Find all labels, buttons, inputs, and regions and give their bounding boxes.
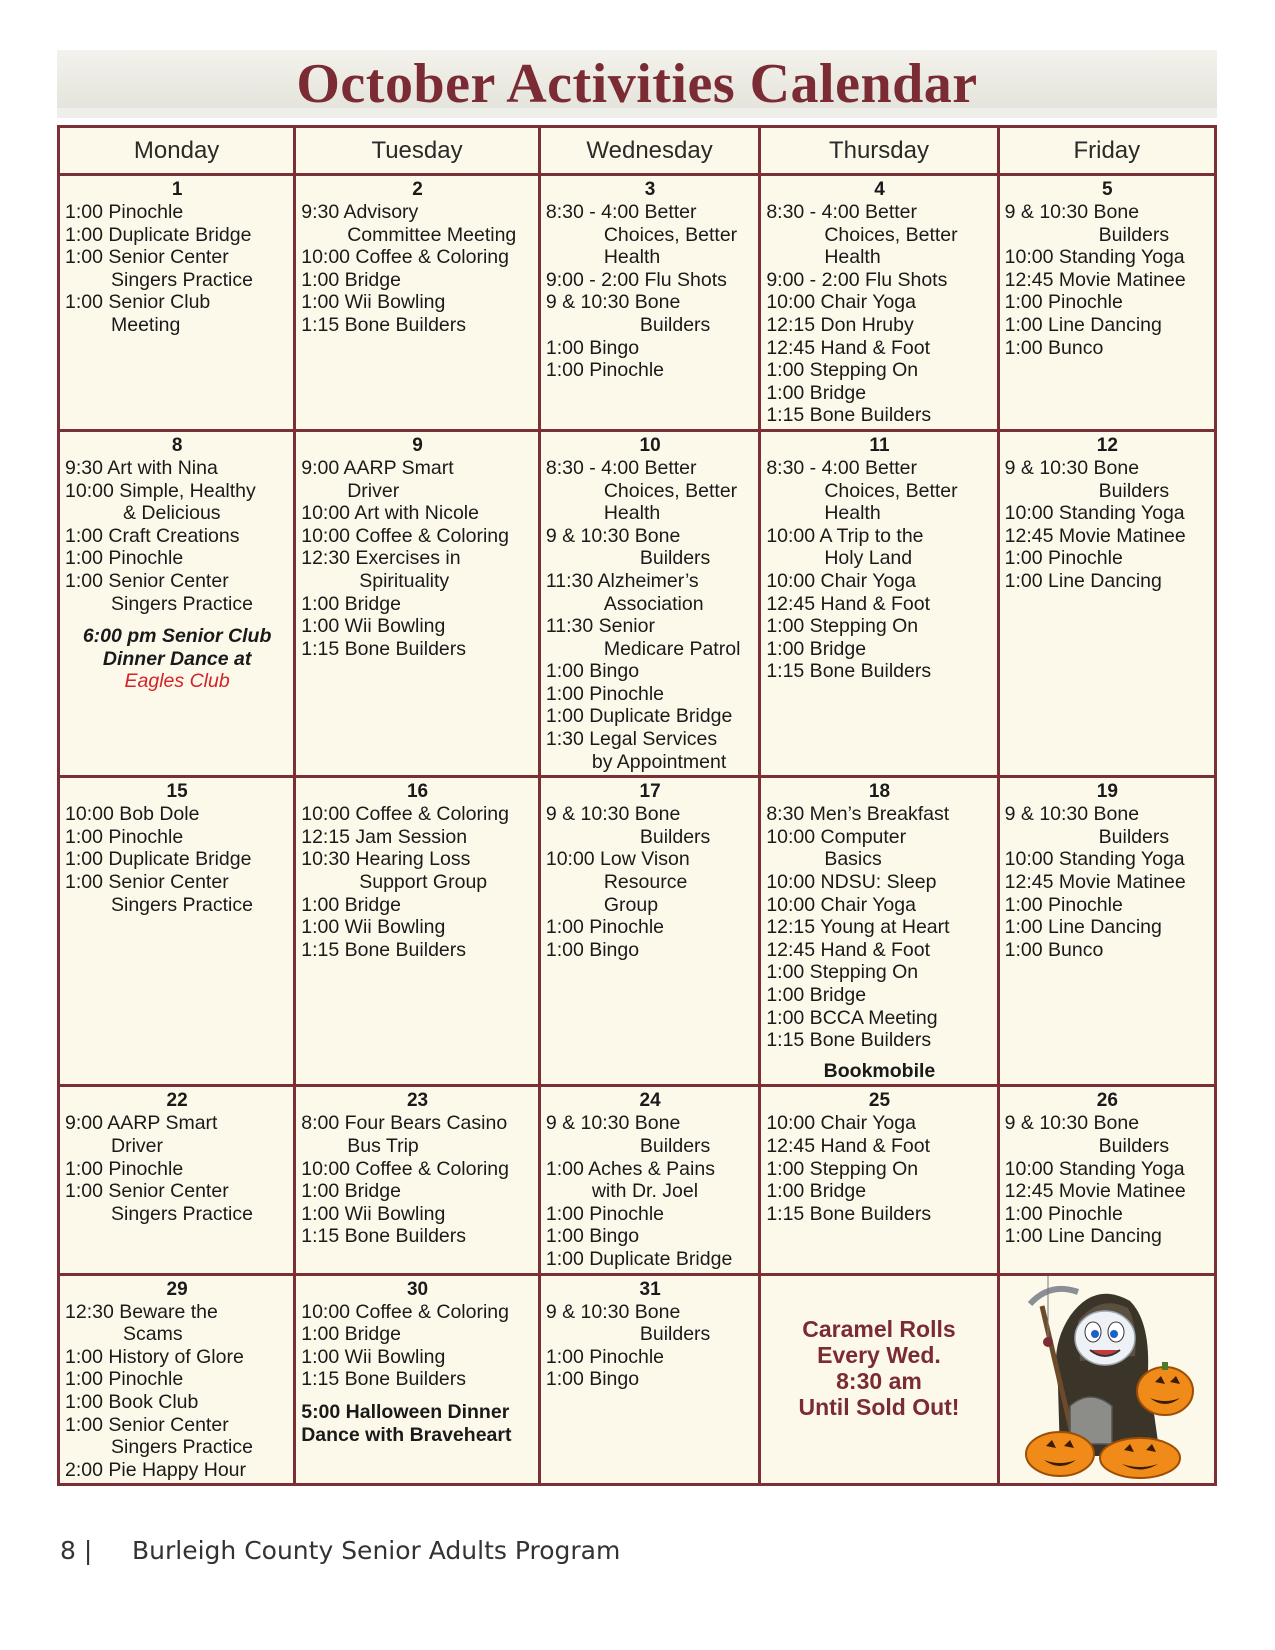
- day-number: 10: [639, 434, 661, 456]
- day-cell-content: [541, 1276, 758, 1393]
- activity-line: 10:30 Hearing Loss: [301, 848, 471, 871]
- caramel-rolls-cell: [760, 1274, 998, 1485]
- activity-line: 1:00 Craft Creations: [65, 524, 240, 547]
- page-title: October Activities Calendar: [296, 53, 978, 115]
- activity-line: 10:00 Standing Yoga: [1004, 502, 1185, 525]
- day-number: 31: [639, 1278, 661, 1300]
- day-cell: [998, 777, 1215, 1086]
- activity-line: with Dr. Joel: [591, 1180, 699, 1203]
- activity-line: 12:15 Jam Session: [301, 825, 468, 848]
- day-cell-content: [761, 176, 996, 429]
- day-cell: [760, 175, 998, 431]
- activity-line: Spirituality: [359, 569, 450, 592]
- activity-line: Builders: [639, 1134, 711, 1157]
- activity-line: 1:00 Duplicate Bridge: [545, 705, 733, 728]
- activity-line: 9:30 Advisory: [301, 201, 419, 223]
- activity-line: Health: [603, 246, 661, 269]
- day-cell-content: [761, 1087, 996, 1227]
- page-number: 8 |: [60, 1536, 93, 1565]
- halloween-event-line: Dance with Braveheart: [301, 1423, 512, 1446]
- day-cell-content: [761, 778, 996, 1084]
- activity-line: 1:00 Bridge: [301, 893, 401, 916]
- activity-line: 1:00 Wii Bowling: [301, 916, 446, 939]
- activity-line: 9:00 AARP Smart: [301, 456, 454, 479]
- day-cell-content: [296, 432, 538, 662]
- day-number: 8: [171, 434, 183, 456]
- ghost-reaper-pumpkins-icon: [1000, 1276, 1200, 1479]
- activity-line: Choices, Better: [603, 479, 738, 502]
- activity-line: 1:00 Aches & Pains: [545, 1157, 715, 1180]
- day-number: 2: [412, 179, 423, 200]
- activity-line: Resource: [603, 871, 688, 894]
- activity-line: 1:00 Wii Bowling: [301, 291, 446, 314]
- activity-line: 1:15 Bone Builders: [301, 938, 466, 961]
- activity-line: 1:00 Pinochle: [65, 1368, 184, 1391]
- activity-line: 1:00 Pinochle: [1004, 547, 1123, 570]
- activity-line: Builders: [1098, 1134, 1170, 1157]
- activity-line: Bus Trip: [347, 1134, 419, 1157]
- activity-line: 1:15 Bone Builders: [766, 1202, 932, 1225]
- day-number: 29: [166, 1278, 188, 1300]
- activity-line: 1:00 Line Dancing: [1004, 1225, 1162, 1248]
- activity-line: 12:45 Movie Matinee: [1004, 1180, 1186, 1203]
- activity-line: 1:00 Duplicate Bridge: [545, 1247, 733, 1270]
- activity-line: 2:00 Pie Happy Hour: [65, 1458, 247, 1481]
- activity-line: 10:00 Simple, Healthy: [65, 479, 256, 502]
- activity-line: 1:00 Line Dancing: [1004, 916, 1162, 939]
- activity-line: 1:00 Wii Bowling: [301, 1345, 446, 1368]
- caramel-rolls-notice: [761, 1276, 996, 1420]
- weekday-header: Tuesday: [295, 127, 540, 175]
- activity-line: 1:00 Duplicate Bridge: [65, 223, 252, 246]
- caramel-rolls-line: 8:30 am: [836, 1367, 922, 1394]
- activity-line: 12:45 Hand & Foot: [766, 592, 931, 615]
- activity-line: Builders: [639, 825, 711, 848]
- activity-line: 1:00 Pinochle: [545, 916, 665, 939]
- activity-line: Meeting: [111, 313, 181, 336]
- activity-line: Builders: [639, 313, 711, 336]
- special-event-line: Dinner Dance at: [102, 647, 252, 670]
- activity-line: 9:30 Art with Nina: [65, 456, 218, 479]
- day-number: 19: [1096, 781, 1118, 803]
- activity-line: 1:00 Bunco: [1004, 938, 1104, 961]
- activity-line: 10:00 Computer: [766, 825, 907, 848]
- caramel-rolls-line: Caramel Rolls: [802, 1315, 956, 1342]
- activity-line: 10:00 Chair Yoga: [766, 291, 916, 314]
- activity-line: 1:00 Stepping On: [766, 615, 919, 638]
- calendar-week-row: [59, 175, 1216, 431]
- day-cell: [59, 1086, 295, 1274]
- activity-line: 9 & 10:30 Bone: [545, 1112, 681, 1135]
- activity-line: 10:00 Coffee & Coloring: [301, 803, 509, 826]
- day-cell: [998, 175, 1215, 431]
- activity-line: 1:15 Bone Builders: [766, 404, 932, 427]
- day-cell-content: [761, 432, 996, 685]
- day-cell-content: [296, 1276, 538, 1449]
- activity-line: 10:00 Coffee & Coloring: [301, 1300, 509, 1323]
- special-event-line: 6:00 pm Senior Club: [82, 625, 272, 648]
- day-cell: [295, 430, 540, 776]
- activity-line: 10:00 Coffee & Coloring: [301, 1157, 509, 1180]
- activity-line: 1:00 Bunco: [1004, 336, 1104, 359]
- activity-line: 1:00 Stepping On: [766, 961, 919, 984]
- activity-line: 1:00 Senior Center: [65, 246, 229, 269]
- activity-line: 1:00 Duplicate Bridge: [65, 848, 252, 871]
- activity-line: 1:00 Pinochle: [1004, 291, 1123, 314]
- day-number: 16: [406, 781, 429, 803]
- activity-line: 10:00 Bob Dole: [65, 803, 200, 826]
- activity-line: 1:00 Bridge: [301, 268, 401, 291]
- activity-line: 1:00 History of Glore: [65, 1345, 244, 1368]
- activity-line: 12:45 Movie Matinee: [1004, 871, 1186, 894]
- activity-line: 11:30 Alzheimer’s: [545, 569, 699, 592]
- activity-line: Builders: [639, 547, 711, 570]
- activity-line: 10:00 Standing Yoga: [1004, 1157, 1185, 1180]
- day-cell-content: [541, 778, 758, 963]
- activity-line: 1:15 Bone Builders: [301, 1368, 466, 1391]
- day-number: 30: [406, 1278, 429, 1300]
- day-cell: [539, 1086, 759, 1274]
- activity-line: Health: [824, 246, 881, 269]
- activity-line: 1:15 Bone Builders: [301, 637, 466, 660]
- day-cell: [539, 777, 759, 1086]
- weekday-header: Friday: [998, 127, 1215, 175]
- day-cell: [760, 430, 998, 776]
- activity-line: 1:00 Bingo: [545, 938, 640, 961]
- activity-line: 12:45 Hand & Foot: [766, 1134, 931, 1157]
- activity-line: 10:00 Chair Yoga: [766, 893, 916, 916]
- activity-line: 12:30 Exercises in: [301, 547, 461, 570]
- halloween-event: [301, 1401, 534, 1446]
- activity-line: 10:00 Standing Yoga: [1004, 848, 1185, 871]
- day-cell: [539, 1274, 759, 1485]
- bookmobile-label: Bookmobile: [823, 1059, 936, 1082]
- activity-line: 9 & 10:30 Bone: [545, 803, 681, 826]
- weekday-header: Monday: [59, 127, 295, 175]
- activity-line: 1:00 Line Dancing: [1004, 569, 1162, 592]
- activity-line: 9:00 - 2:00 Flu Shots: [545, 268, 727, 291]
- calendar-table: [57, 125, 1217, 1486]
- activity-line: 1:15 Bone Builders: [766, 1029, 932, 1052]
- activity-line: Singers Practice: [111, 1202, 253, 1225]
- activity-line: 9 & 10:30 Bone: [1004, 456, 1140, 479]
- calendar-week-row: [59, 1086, 1216, 1274]
- caramel-rolls-line: Every Wed.: [817, 1341, 941, 1368]
- activity-line: Driver: [347, 479, 400, 502]
- day-number: 22: [166, 1090, 188, 1112]
- activity-line: 1:00 Senior Center: [65, 1413, 229, 1436]
- activity-line: 1:00 Bingo: [545, 1368, 640, 1391]
- day-number: 1: [171, 179, 183, 200]
- activity-line: 8:30 - 4:00 Better: [545, 201, 697, 223]
- page-footer: [60, 1536, 620, 1565]
- activity-line: 8:00 Four Bears Casino: [301, 1112, 508, 1135]
- activity-line: 1:00 Bridge: [301, 1180, 401, 1203]
- activity-line: 12:45 Hand & Foot: [766, 938, 931, 961]
- activity-line: Builders: [639, 1323, 711, 1346]
- activity-line: 9 & 10:30 Bone: [1004, 201, 1140, 223]
- activity-line: 1:00 Pinochle: [65, 1157, 184, 1180]
- day-cell-content: [60, 1276, 293, 1484]
- activity-line: 10:00 Chair Yoga: [766, 569, 916, 592]
- activity-line: 9:00 AARP Smart: [65, 1112, 218, 1135]
- activity-line: 1:00 Pinochle: [65, 825, 184, 848]
- day-cell: [539, 430, 759, 776]
- activity-line: 12:30 Beware the: [65, 1300, 218, 1323]
- activity-line: 1:00 Bingo: [545, 660, 640, 683]
- activity-line: 10:00 Chair Yoga: [766, 1112, 916, 1135]
- weekday-header: Thursday: [760, 127, 998, 175]
- activity-line: 1:00 Stepping On: [766, 1157, 919, 1180]
- day-cell-content: [60, 432, 293, 695]
- activity-line: 11:30 Senior: [545, 615, 655, 638]
- activity-line: 1:15 Bone Builders: [766, 660, 932, 683]
- day-cell: [59, 175, 295, 431]
- day-number: 26: [1096, 1090, 1118, 1112]
- halloween-event-line: 5:00 Halloween Dinner: [301, 1400, 510, 1423]
- activity-line: 1:00 Bingo: [545, 336, 640, 359]
- activity-line: Committee Meeting: [347, 223, 517, 246]
- day-number: 12: [1096, 434, 1118, 456]
- halloween-art-cell: [998, 1274, 1215, 1485]
- day-cell: [760, 777, 998, 1086]
- activity-line: Health: [603, 502, 661, 525]
- activity-line: Choices, Better: [824, 479, 958, 502]
- day-number: 24: [639, 1090, 661, 1112]
- activity-line: 1:30 Legal Services: [545, 728, 718, 751]
- day-cell-content: [1000, 176, 1214, 361]
- title-bar: [57, 50, 1217, 118]
- weekday-header: Wednesday: [539, 127, 759, 175]
- day-cell-content: [60, 176, 293, 339]
- activity-line: Builders: [1098, 479, 1170, 502]
- activity-line: Choices, Better: [603, 223, 738, 246]
- activity-line: 1:00 Pinochle: [545, 359, 665, 382]
- activity-line: Singers Practice: [111, 268, 253, 291]
- activity-line: 1:00 Bridge: [766, 381, 867, 404]
- activity-line: 8:30 Men’s Breakfast: [766, 803, 950, 826]
- day-number: 25: [868, 1090, 891, 1112]
- day-cell: [760, 1086, 998, 1274]
- day-cell: [998, 430, 1215, 776]
- activity-line: 10:00 Standing Yoga: [1004, 246, 1185, 269]
- activity-line: 10:00 Art with Nicole: [301, 502, 479, 525]
- activity-line: 9:00 - 2:00 Flu Shots: [766, 268, 948, 291]
- activity-line: Association: [603, 592, 704, 615]
- activity-line: Builders: [1098, 223, 1170, 246]
- activity-line: 9 & 10:30 Bone: [1004, 1112, 1140, 1135]
- activity-line: Singers Practice: [111, 893, 253, 916]
- activity-line: Scams: [123, 1323, 183, 1346]
- activity-line: 9 & 10:30 Bone: [545, 1300, 681, 1323]
- day-cell-content: [296, 778, 538, 963]
- activity-line: 1:00 BCCA Meeting: [766, 1006, 938, 1029]
- day-cell: [295, 1086, 540, 1274]
- footer-org-name: Burleigh County Senior Adults Program: [132, 1536, 621, 1565]
- activity-line: 12:45 Movie Matinee: [1004, 268, 1186, 291]
- activity-line: 1:00 Bridge: [301, 1323, 401, 1346]
- activity-line: Support Group: [359, 871, 488, 894]
- activity-line: Choices, Better: [824, 223, 958, 246]
- activity-line: 12:45 Hand & Foot: [766, 336, 931, 359]
- activity-line: 1:00 Senior Center: [65, 569, 229, 592]
- activity-line: 1:00 Senior Center: [65, 871, 229, 894]
- day-number: 18: [868, 781, 891, 803]
- activity-line: 10:00 A Trip to the: [766, 524, 924, 547]
- activity-line: Holy Land: [824, 547, 913, 570]
- activity-line: 1:00 Bridge: [301, 592, 401, 615]
- activity-line: 12:15 Young at Heart: [766, 916, 950, 939]
- activity-line: 9 & 10:30 Bone: [545, 291, 681, 314]
- day-cell: [295, 1274, 540, 1485]
- calendar-week-row: [59, 777, 1216, 1086]
- day-cell-content: [541, 432, 758, 775]
- activity-line: Health: [824, 502, 881, 525]
- day-cell: [295, 777, 540, 1086]
- weekday-header-row: [59, 127, 1216, 175]
- day-cell: [295, 175, 540, 431]
- activity-line: 1:15 Bone Builders: [301, 313, 466, 336]
- activity-line: Singers Practice: [111, 592, 253, 615]
- activity-line: 12:15 Don Hruby: [766, 313, 914, 336]
- day-number: 3: [644, 179, 656, 200]
- calendar-week-row: [59, 430, 1216, 776]
- day-cell: [59, 430, 295, 776]
- day-cell-content: [296, 176, 538, 339]
- activity-line: 10:00 Low Vison: [545, 848, 690, 871]
- activity-line: 1:00 Pinochle: [1004, 893, 1123, 916]
- activity-line: Group: [603, 893, 659, 916]
- caramel-rolls-line: Until Sold Out!: [798, 1393, 960, 1420]
- activity-line: 1:00 Senior Center: [65, 1180, 229, 1203]
- activity-line: 10:00 Coffee & Coloring: [301, 246, 509, 269]
- day-cell: [539, 175, 759, 431]
- activity-line: by Appointment: [591, 750, 727, 773]
- activity-line: 1:00 Stepping On: [766, 359, 919, 382]
- day-number: 9: [412, 434, 423, 456]
- day-cell-content: [1000, 778, 1214, 963]
- activity-line: 1:00 Bridge: [766, 1180, 867, 1203]
- day-number: 4: [874, 179, 885, 200]
- day-cell: [998, 1086, 1215, 1274]
- activity-line: 9 & 10:30 Bone: [545, 524, 681, 547]
- activity-line: 12:45 Movie Matinee: [1004, 524, 1186, 547]
- activity-line: Singers Practice: [111, 1436, 253, 1459]
- day-cell: [59, 777, 295, 1086]
- day-number: 5: [1102, 179, 1113, 200]
- day-cell-content: [541, 1087, 758, 1272]
- day-number: 15: [166, 781, 188, 803]
- activity-line: 1:00 Senior Club: [65, 291, 211, 314]
- day-cell-content: [60, 1087, 293, 1227]
- activity-line: Builders: [1098, 825, 1170, 848]
- activity-line: Basics: [824, 848, 882, 871]
- activity-line: Medicare Patrol: [603, 637, 741, 660]
- day-cell-content: [60, 778, 293, 918]
- activity-line: 1:00 Bingo: [545, 1225, 640, 1248]
- activity-line: 1:00 Pinochle: [545, 1345, 665, 1368]
- day-cell: [59, 1274, 295, 1485]
- activity-line: 8:30 - 4:00 Better: [766, 201, 917, 223]
- activity-line: 10:00 Coffee & Coloring: [301, 524, 509, 547]
- calendar-week-row: [59, 1274, 1216, 1485]
- day-cell-content: [296, 1087, 538, 1250]
- day-number: 23: [406, 1090, 429, 1112]
- activity-line: Driver: [111, 1134, 163, 1157]
- day-cell-content: [1000, 432, 1214, 595]
- day-cell-content: [541, 176, 758, 384]
- activity-line: & Delicious: [123, 502, 221, 525]
- day-cell-content: [1000, 1087, 1214, 1250]
- activity-line: 1:00 Bridge: [766, 637, 867, 660]
- activity-line: 1:00 Pinochle: [1004, 1202, 1123, 1225]
- activity-line: 8:30 - 4:00 Better: [766, 456, 917, 479]
- activity-line: 1:00 Line Dancing: [1004, 313, 1162, 336]
- day-number: 17: [639, 781, 661, 803]
- day-number: 11: [869, 434, 890, 456]
- activity-line: 8:30 - 4:00 Better: [545, 456, 697, 479]
- special-event-line: Eagles Club: [124, 670, 230, 693]
- activity-line: 1:00 Wii Bowling: [301, 615, 446, 638]
- activity-line: 9 & 10:30 Bone: [1004, 803, 1140, 826]
- activity-line: 1:00 Pinochle: [545, 1202, 665, 1225]
- activity-line: 1:00 Book Club: [65, 1390, 199, 1413]
- activity-line: 10:00 NDSU: Sleep: [766, 871, 937, 894]
- activity-line: 1:00 Pinochle: [65, 547, 184, 570]
- special-event: [65, 625, 289, 693]
- activity-line: 1:00 Wii Bowling: [301, 1202, 446, 1225]
- activity-line: 1:00 Pinochle: [65, 201, 184, 223]
- activity-line: 1:00 Bridge: [766, 984, 867, 1006]
- activity-line: 1:00 Pinochle: [545, 682, 665, 705]
- activity-line: 1:15 Bone Builders: [301, 1225, 466, 1248]
